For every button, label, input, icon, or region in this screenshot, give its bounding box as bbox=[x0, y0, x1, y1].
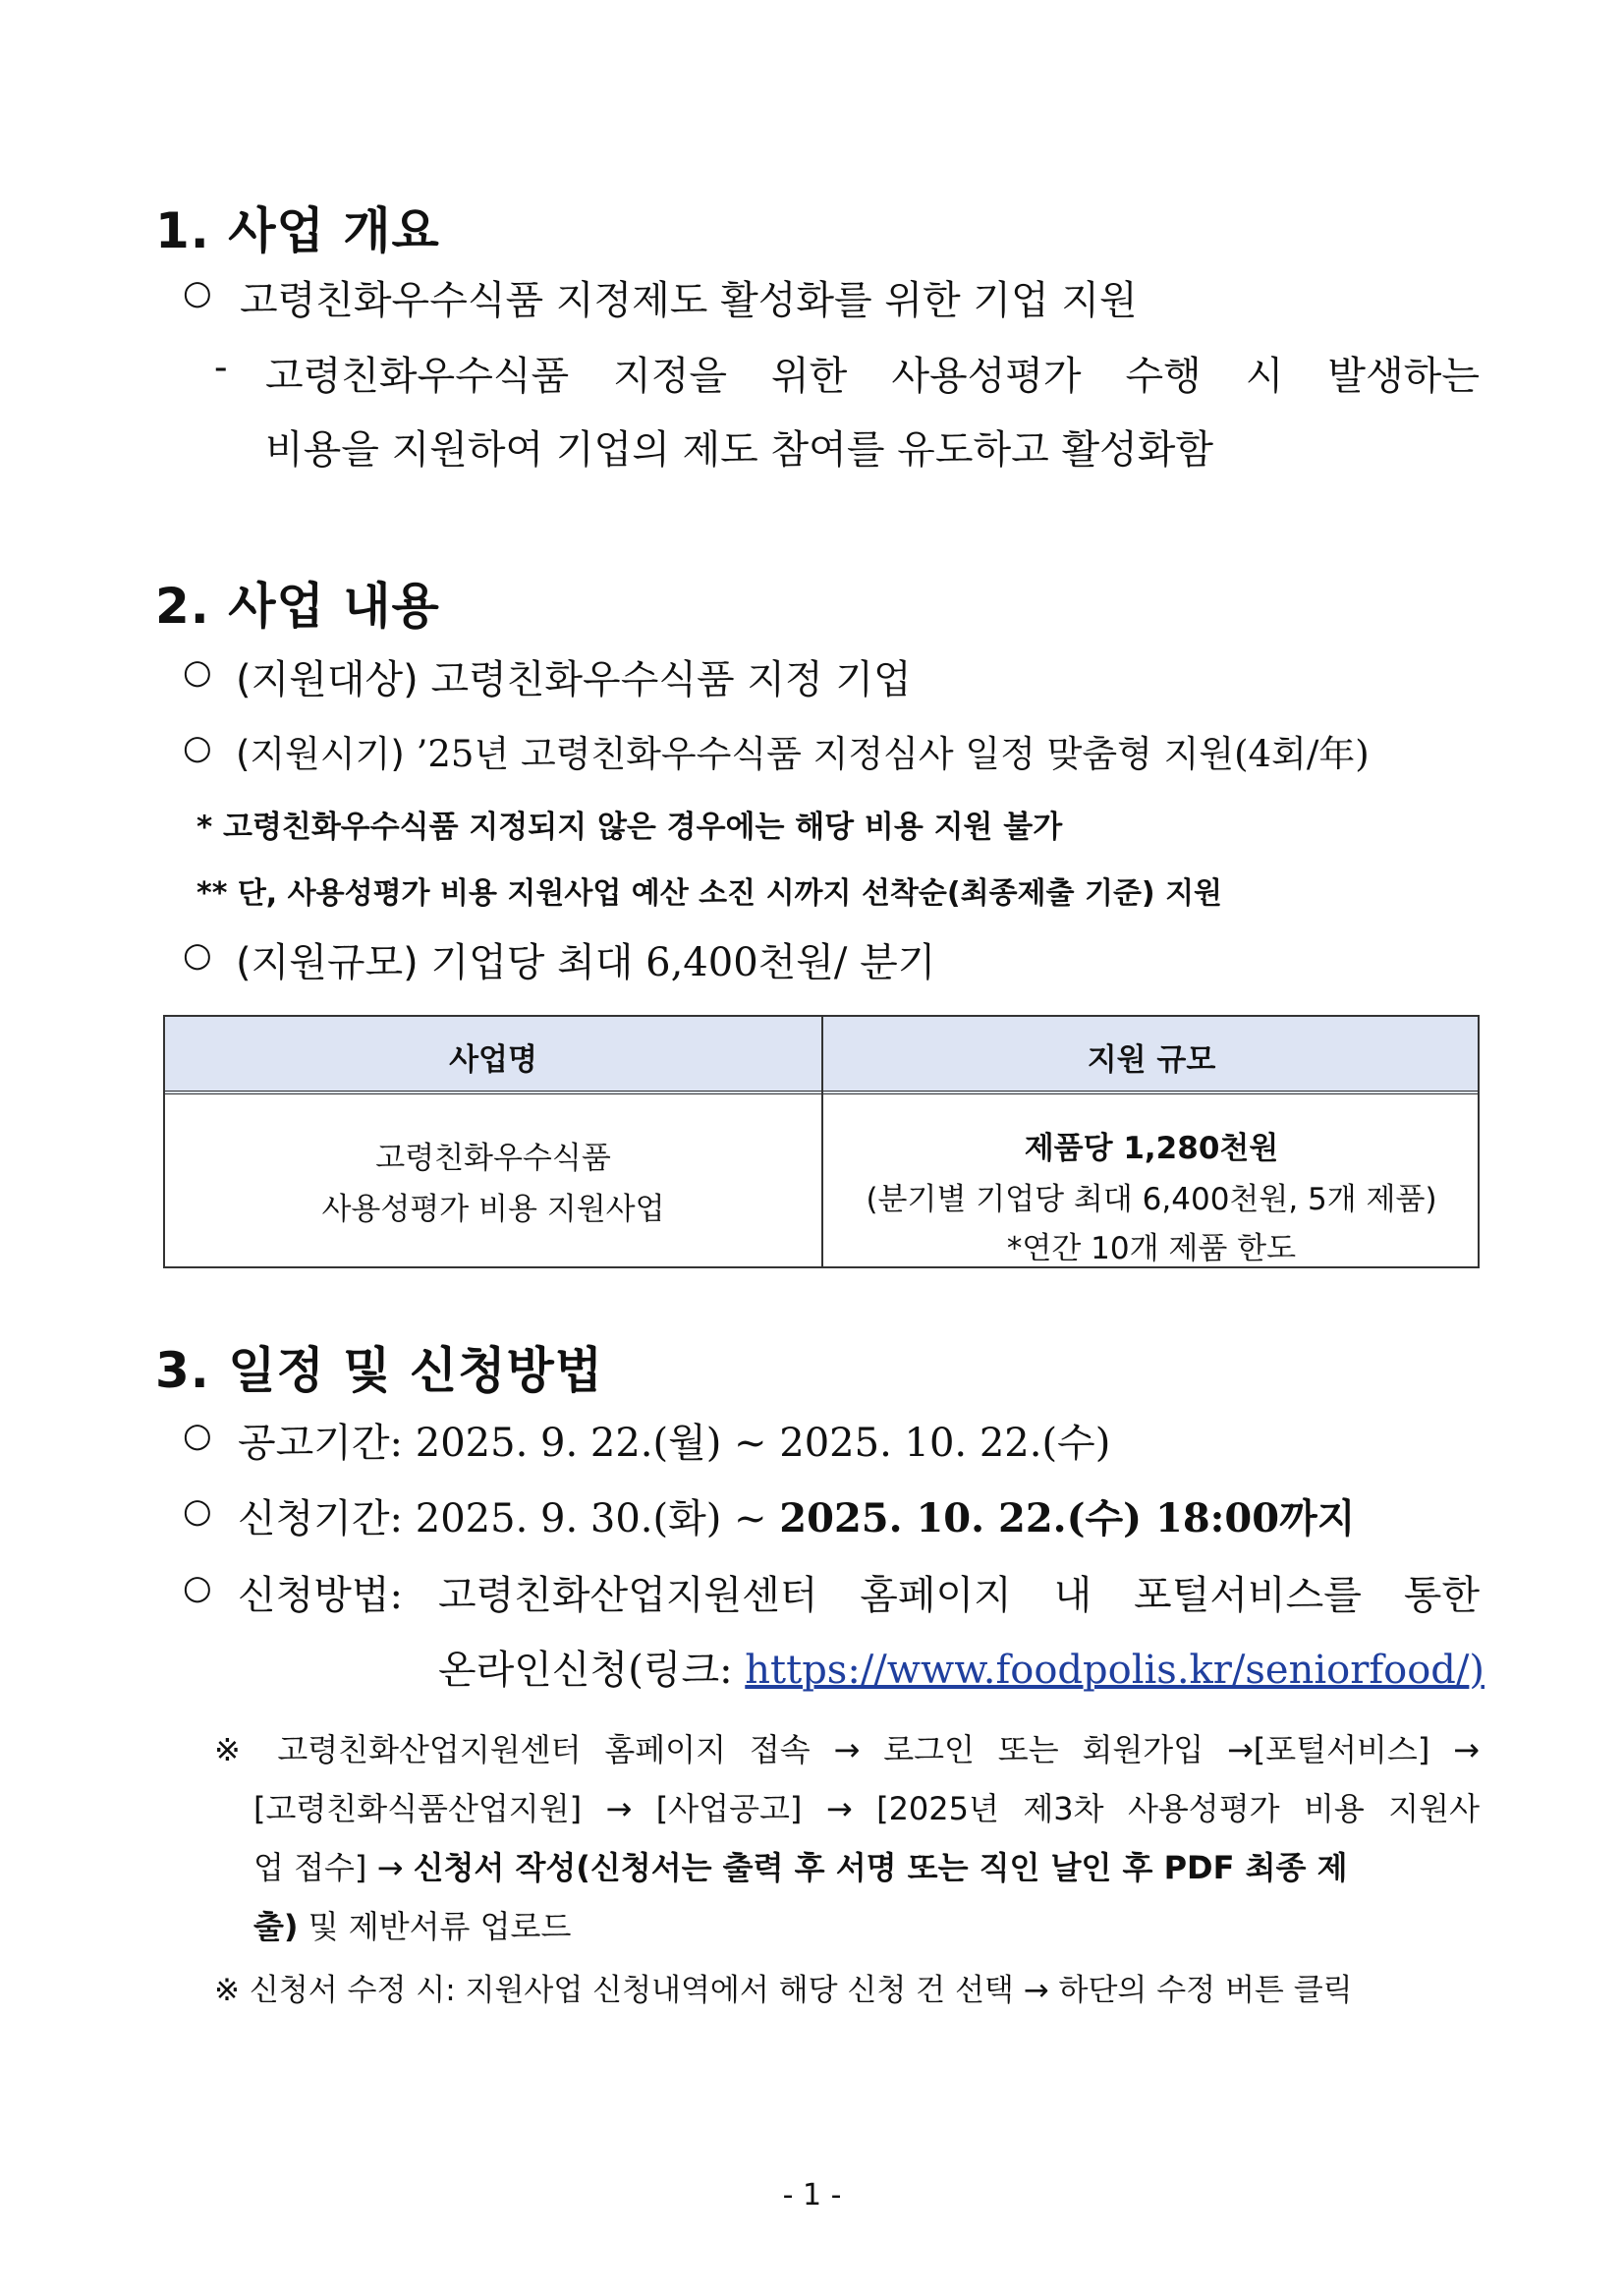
application-period bbox=[238, 1487, 1355, 1543]
support-period-text: ’25년 고령친화우수식품 지정심사 일정 맞춤형 지원(4회/年) bbox=[416, 733, 1370, 775]
section-1-dash-line-1: 고령친화우수식품 지정을 위한 사용성평가 수행 시 발생하는 bbox=[265, 354, 1480, 399]
section-1-heading: 1. 사업 개요 bbox=[155, 202, 440, 259]
application-method-line-1: 고령친화산업지원센터 홈페이지 내 포털서비스를 통한 bbox=[438, 1573, 1480, 1618]
bullet-symbol: ○ bbox=[183, 1568, 212, 1607]
section-1-dash-line-2: 비용을 지원하여 기업의 제도 참여를 유도하고 활성화함 bbox=[265, 427, 1214, 473]
section-2-item-3 bbox=[236, 931, 935, 987]
bullet-symbol: ○ bbox=[183, 728, 212, 767]
application-period-end: 2025. 10. 22.(수) 18:00까지 bbox=[779, 1495, 1356, 1541]
application-method-suffix: ) bbox=[1469, 1648, 1484, 1693]
reference-1-line-3-normal: 업 접수] → bbox=[253, 1849, 404, 1886]
table-business-name-line-1: 고령친화우수식품 bbox=[375, 1141, 611, 1176]
notice-period-label: 공고기간: bbox=[238, 1421, 404, 1466]
page-number: - 1 - bbox=[782, 2178, 842, 2212]
bullet-symbol: ○ bbox=[183, 273, 212, 312]
bullet-symbol: ○ bbox=[183, 652, 212, 692]
notice-period-value: 2025. 9. 22.(월) ~ 2025. 10. 22.(수) bbox=[415, 1421, 1111, 1466]
support-scale-label: (지원규모) bbox=[236, 940, 419, 985]
foodpolis-link[interactable]: https://www.foodpolis.kr/seniorfood/ bbox=[745, 1648, 1470, 1693]
support-scale-text: 기업당 최대 6,400천원/ 분기 bbox=[430, 940, 936, 985]
table-scale-line-1: 제품당 1,280천원 bbox=[1024, 1131, 1279, 1166]
notice-period bbox=[238, 1412, 1110, 1468]
reference-1-line-4-bold: 출) bbox=[253, 1908, 299, 1945]
table-scale-line-2: (분기별 기업당 최대 6,400천원, 5개 제품) bbox=[866, 1182, 1437, 1217]
application-period-start: 2025. 9. 30.(화) ~ bbox=[415, 1496, 767, 1541]
reference-1-line-3-bold: 신청서 작성(신청서는 출력 후 서명 또는 직인 날인 후 PDF 최종 제 bbox=[413, 1849, 1348, 1886]
support-target-label: (지원대상) bbox=[236, 657, 419, 702]
application-period-label: 신청기간: bbox=[238, 1496, 404, 1541]
section-2-heading: 2. 사업 내용 bbox=[155, 578, 440, 635]
application-method-label: 신청방법: bbox=[238, 1573, 404, 1618]
reference-1-line-4 bbox=[253, 1902, 571, 1947]
section-2-item-2 bbox=[236, 724, 1370, 777]
bullet-symbol: ○ bbox=[183, 1491, 212, 1531]
reference-2: ※ 신청서 수정 시: 지원사업 신청내역에서 해당 신청 건 선택 → 하단의 수정 버튼 클릭 bbox=[214, 1973, 1353, 2008]
bullet-symbol: ○ bbox=[183, 935, 212, 975]
dash-marker: - bbox=[214, 345, 228, 390]
section-3-heading: 3. 일정 및 신청방법 bbox=[155, 1342, 604, 1399]
section-1-bullet-1: 고령친화우수식품 지정제도 활성화를 위한 기업 지원 bbox=[240, 278, 1138, 323]
application-method-prefix: 온라인신청(링크: bbox=[438, 1648, 733, 1693]
reference-1-line-4-normal: 및 제반서류 업로드 bbox=[308, 1908, 572, 1945]
support-target-text: 고령친화우수식품 지정 기업 bbox=[430, 657, 912, 702]
reference-1-line-2: [고령친화식품산업지원] → [사업공고] → [2025년 제3차 사용성평가 비용 지원사 bbox=[253, 1790, 1480, 1827]
bullet-symbol: ○ bbox=[183, 1416, 212, 1455]
section-2-note-2: ** 단, 사용성평가 비용 지원사업 예산 소진 시까지 선착순(최종제출 기준) 지원 bbox=[196, 876, 1223, 911]
reference-1-line-1: ※ 고령친화산업지원센터 홈페이지 접속 → 로그인 또는 회원가입 →[포털서비스] → bbox=[214, 1731, 1480, 1768]
table-scale-line-3: *연간 10개 제품 한도 bbox=[1006, 1231, 1297, 1266]
support-period-label: (지원시기) bbox=[236, 733, 405, 775]
section-2-item-1 bbox=[236, 648, 912, 704]
support-table bbox=[163, 1015, 1480, 1268]
section-2-note-1: * 고령친화우수식품 지정되지 않은 경우에는 해당 비용 지원 불가 bbox=[196, 810, 1063, 845]
table-header-support-scale: 지원 규모 bbox=[1087, 1042, 1216, 1078]
table-business-name-line-2: 사용성평가 비용 지원사업 bbox=[321, 1192, 665, 1227]
application-method-line-2 bbox=[438, 1639, 1484, 1695]
table-header-business-name: 사업명 bbox=[449, 1042, 537, 1078]
reference-1-line-3 bbox=[253, 1843, 1348, 1888]
